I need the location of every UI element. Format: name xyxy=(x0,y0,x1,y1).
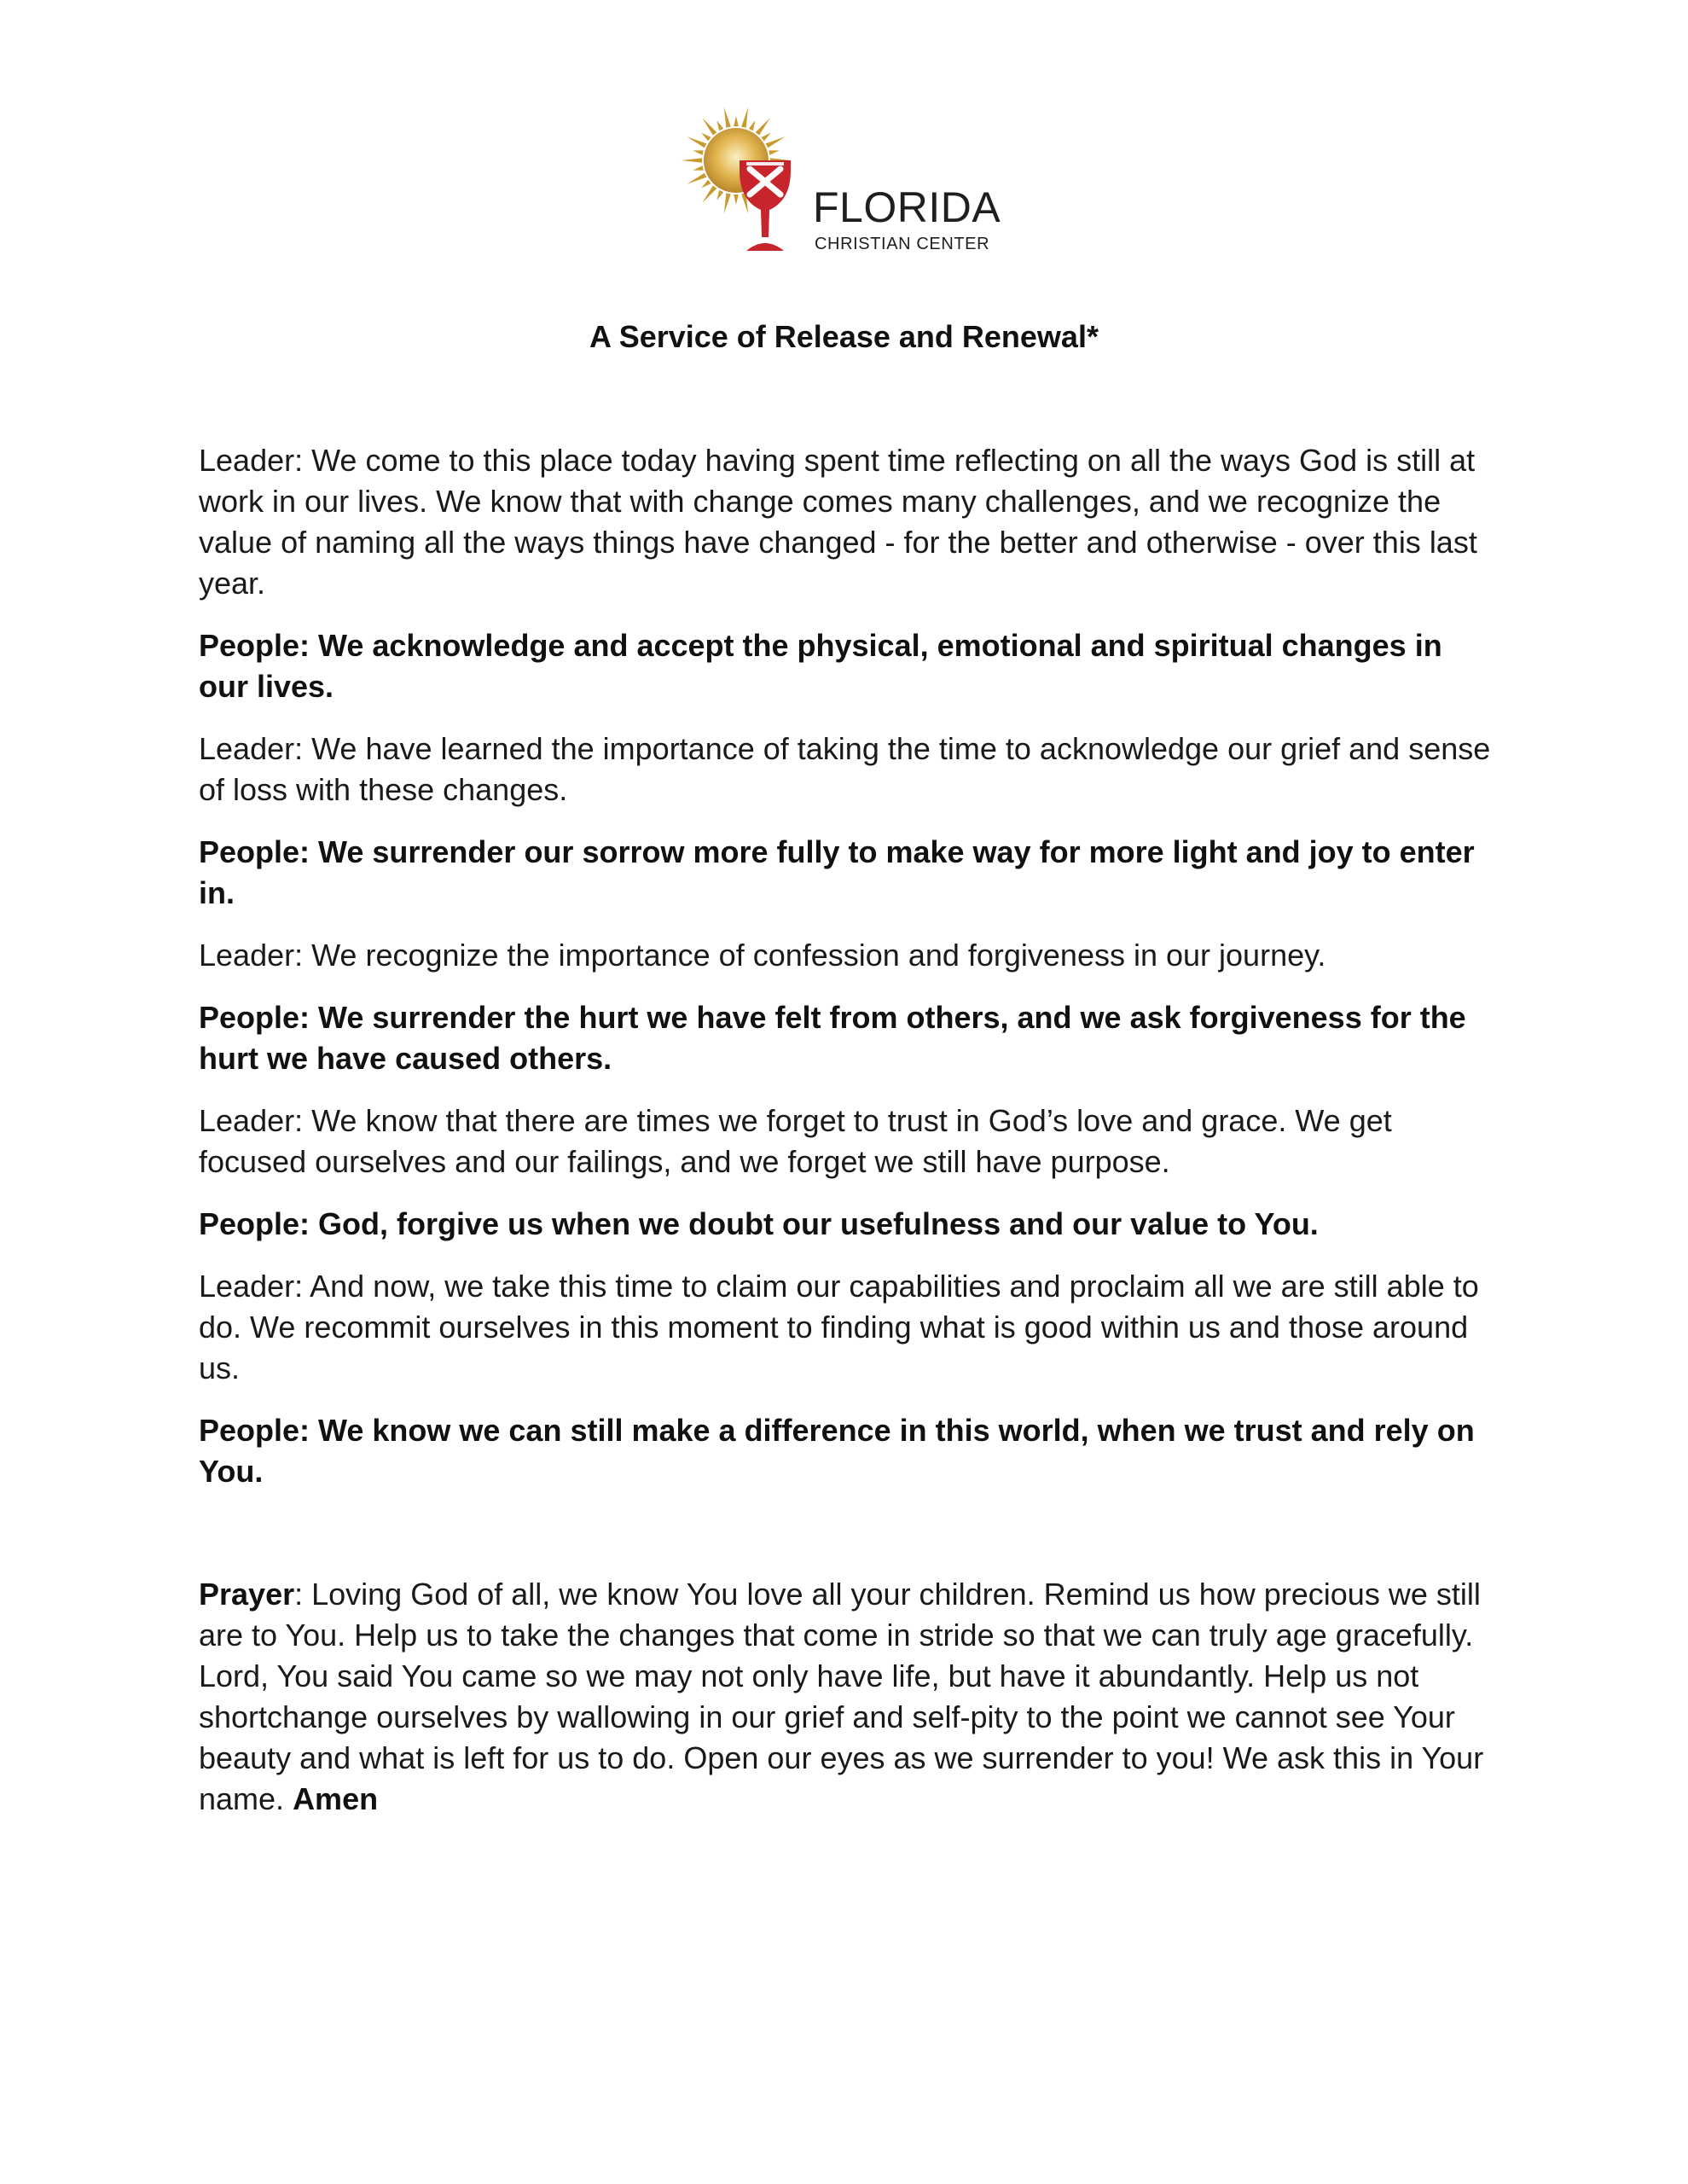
sun-ray xyxy=(702,186,716,204)
leader-line: Leader: And now, we take this time to claim our capabilities and proclaim all we are still able to do. We recommit ourselves in this moment to finding what is good within us and those around us. xyxy=(199,1269,1479,1385)
people-response: People: We acknowledge and accept the physical, emotional and spiritual changes in our lives. xyxy=(199,628,1442,704)
people-response: People: We know we can still make a difference in this world, when we trust and rely on You. xyxy=(199,1413,1475,1489)
leader-line: Leader: We know that there are times we forget to trust in God’s love and grace. We get focused ourselves and our failings, and we forget we still have purpose. xyxy=(199,1103,1392,1179)
sun-ray xyxy=(701,180,711,189)
sun-ray xyxy=(749,120,756,131)
florida-christian-center-logo xyxy=(678,101,1019,263)
liturgy-body xyxy=(199,440,1499,1841)
leader-line: Leader: We recognize the importance of confession and forgiveness in our journey. xyxy=(199,938,1326,973)
sun-ray xyxy=(716,120,723,131)
sun-ray xyxy=(724,193,731,213)
amen-text: Amen xyxy=(293,1781,379,1816)
sun-ray xyxy=(687,136,706,148)
sun-ray xyxy=(769,150,779,154)
leader-line: Leader: We have learned the importance of taking the time to acknowledge our grief and sense of loss with these changes. xyxy=(199,731,1491,807)
people-response: People: God, forgive us when we doubt our usefulness and our value to You. xyxy=(199,1206,1319,1241)
sun-ray xyxy=(762,133,771,142)
sun-ray xyxy=(702,118,716,136)
sun-ray xyxy=(734,116,739,126)
sun-ray xyxy=(701,133,711,142)
sun-chalice-icon xyxy=(678,101,815,263)
sun-ray xyxy=(693,150,703,154)
logo-subtitle: CHRISTIAN CENTER xyxy=(815,235,990,253)
sun-ray xyxy=(741,107,748,128)
prayer-text: : Loving God of all, we know You love all your children. Remind us how precious we still are to You. Help us to take the changes that come in stride so that we can truly age gracefully. Lord, You said You came so we may not only have life, but have it abundantly. Help us not shortchange ourselves by wallowing in our grief and self-pity to the point we cannot see Your beauty and what is left for us to do. Open our eyes as we surrender to you! We ask this in Your name. xyxy=(199,1577,1484,1816)
sun-ray xyxy=(766,136,786,148)
sun-ray xyxy=(682,158,702,163)
sun-ray xyxy=(734,195,739,205)
people-response: People: We surrender the hurt we have felt from others, and we ask forgiveness for the hurt we have caused others. xyxy=(199,1000,1466,1076)
document-title: A Service of Release and Renewal* xyxy=(589,319,1099,354)
sun-ray xyxy=(756,118,770,136)
sun-ray xyxy=(693,166,703,170)
sun-ray xyxy=(716,190,723,200)
logo-wordmark: FLORIDA xyxy=(813,183,1001,231)
sun-ray xyxy=(724,107,731,128)
leader-line: Leader: We come to this place today having spent time reflecting on all the ways God is still at work in our lives. We know that with change comes many challenges, and we recognize the value of naming all the ways things have changed - for the better and otherwise - over this last year. xyxy=(199,443,1477,601)
prayer-label: Prayer xyxy=(199,1577,295,1612)
sun-ray xyxy=(687,173,706,184)
closing-prayer xyxy=(199,1574,1499,1820)
people-response: People: We surrender our sorrow more fully to make way for more light and joy to enter in. xyxy=(199,834,1475,910)
